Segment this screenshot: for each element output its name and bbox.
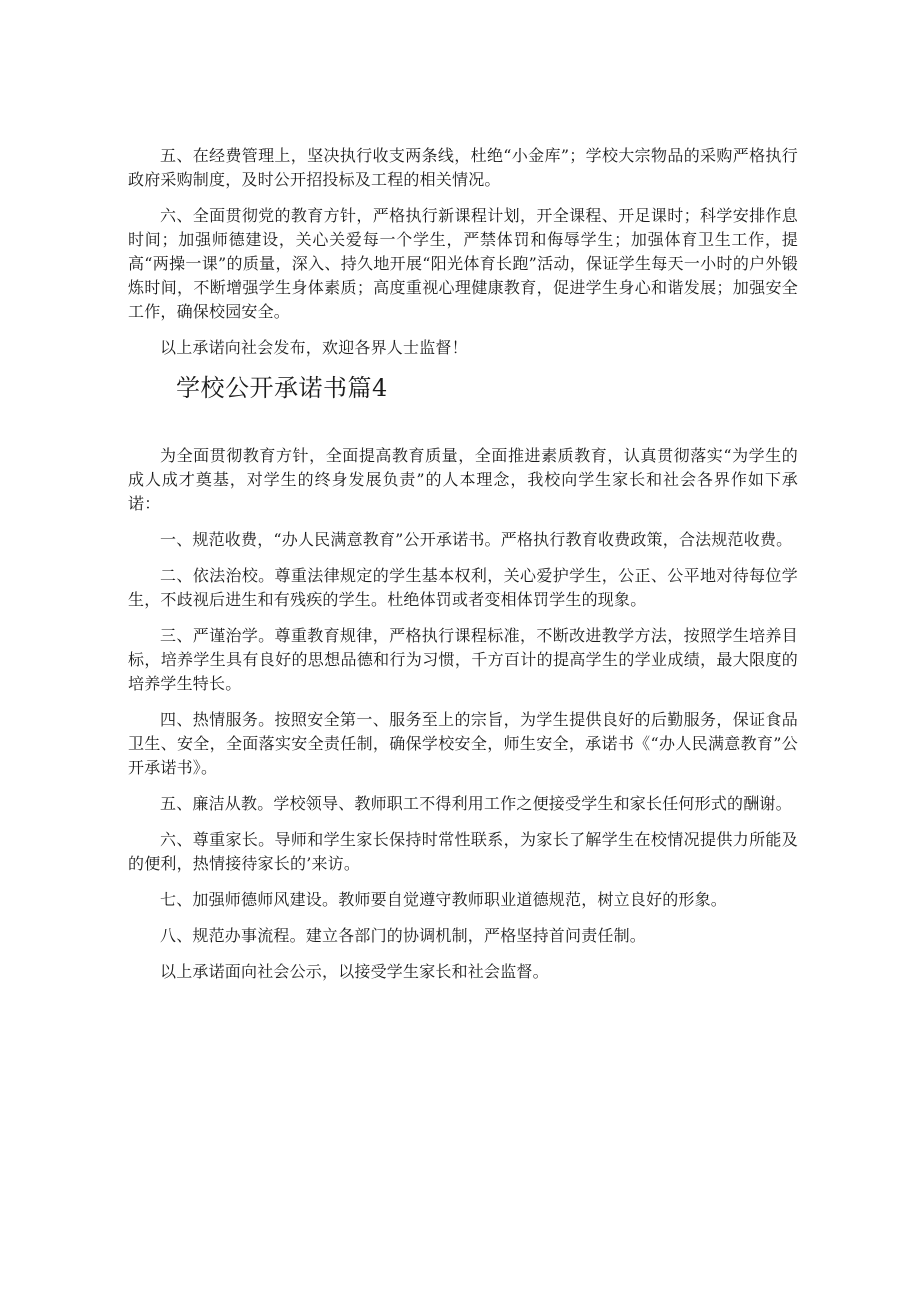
paragraph-intro: 为全面贯彻教育方针，全面提高教育质量，全面推进素质教育，认真贯彻落实“为学生的成人成才奠基，对学生的终身发展负责”的人本理念，我校向学生家长和社会各界作如下承诺：: [128, 446, 798, 513]
paragraph-public-release: 以上承诺向社会发布，欢迎各界人士监督！: [160, 338, 468, 357]
section-heading: 学校公开承诺书篇4: [176, 374, 388, 402]
paragraph-commitment-2: 二、依法治校。尊重法律规定的学生基本权利，关心爱护学生，公正、公平地对待每位学生，不歧视后进生和有残疾的学生。杜绝体罚或者变相体罚学生的现象。: [128, 566, 798, 609]
paragraph-commitment-5: 五、廉洁从教。学校领导、教师职工不得利用工作之便接受学生和家长任何形式的酬谢。: [160, 794, 792, 813]
paragraph-closing: 以上承诺面向社会公示，以接受学生家长和社会监督。: [160, 962, 549, 981]
paragraph-commitment-6: 六、尊重家长。导师和学生家长保持时常性联系，为家长了解学生在校情况提供力所能及的便利，热情接待家长的’来访。: [128, 830, 798, 873]
document-body: [128, 144, 798, 996]
paragraph-funds-management: 五、在经费管理上，坚决执行收支两条线，杜绝“小金库”；学校大宗物品的采购严格执行政府采购制度，及时公开招投标及工程的相关情况。: [128, 146, 798, 189]
paragraph-commitment-3: 三、严谨治学。尊重教育规律，严格执行课程标准，不断改进教学方法，按照学生培养目标，培养学生具有良好的思想品德和行为习惯，千方百计的提高学生的学业成绩，最大限度的培养学生特长。: [128, 626, 798, 693]
paragraph-commitment-8: 八、规范办事流程。建立各部门的协调机制，严格坚持首问责任制。: [160, 926, 647, 945]
paragraph-education-policy: 六、全面贯彻党的教育方针，严格执行新课程计划，开全课程、开足课时；科学安排作息时间；加强师德建设，关心关爱每一个学生，严禁体罚和侮辱学生；加强体育卫生工作，提高“两操一课”的质量，深入、持久地开展“阳光体育长跑”活动，保证学生每天一小时的户外锻炼时间，不断增强学生身体素质；高度重视心理健康教育，促进学生身心和谐发展；加强安全工作，确保校园安全。: [128, 206, 798, 321]
paragraph-commitment-1: 一、规范收费，“办人民满意教育”公开承诺书。严格执行教育收费政策，合法规范收费。: [160, 530, 793, 549]
paragraph-commitment-7: 七、加强师德师风建设。教师要自觉遵守教师职业道德规范，树立良好的形象。: [160, 890, 728, 909]
paragraph-commitment-4: 四、热情服务。按照安全第一、服务至上的宗旨，为学生提供良好的后勤服务，保证食品卫生、安全，全面落实安全责任制，确保学校安全，师生安全，承诺书《“办人民满意教育”公开承诺书》。: [128, 710, 798, 777]
